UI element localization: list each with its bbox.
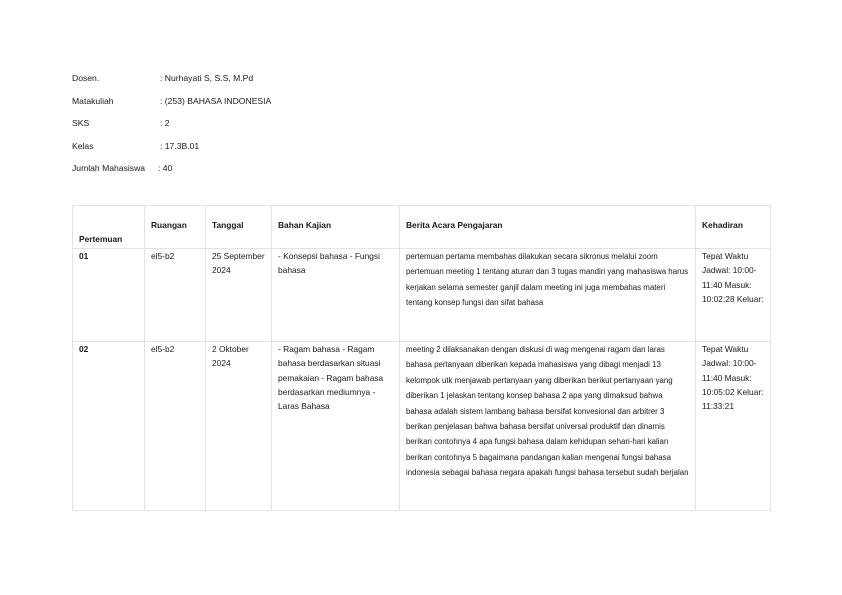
berita-acara-text: meeting 2 dilaksanakan dengan diskusi di wag mengenai ragam dan laras bahasa pertanyaan diberikan kepada mahasiswa yang dibagi menjadi 13 kelompok utk menjawab pertanyaan yang diberikan berikut pertanyaan yang diberikan 1 jelaskan tentang konsep bahasa 2 apa yang dimaksud bahwa bahasa adalah sistem lambang bahasa bersifat konvesional dan arbitrer 3 berikan penjelasan bahwa bahasa bersifat universal produktif dan dinamis berikan contohnya 4 apa fungsi bahasa dalam kehidupan sehari-hari kalian berikan contohnya 5 bagaimana pandangan kalian mengenai fungsi bahasa indonesia sebagai bahasa negara apakah fungsi bahasa tersebut sudah berjalan [406, 345, 689, 478]
header-kehadiran: Kehadiran [696, 206, 771, 249]
table-row [73, 249, 771, 342]
cell-ruangan: el5-b2 [145, 342, 206, 511]
info-label: Jumlah Mahasiswa [72, 163, 146, 174]
info-label: Matakuliah [72, 95, 114, 106]
cell-pertemuan: 01 [73, 249, 145, 342]
info-value: : Nurhayati S, S.S, M.Pd [160, 73, 254, 83]
info-value: : (253) BAHASA INDONESIA [160, 95, 272, 106]
header-pertemuan: Pertemuan [73, 206, 145, 249]
table-row [73, 342, 771, 511]
header-berita-acara: Berita Acara Pengajaran [400, 206, 696, 249]
info-label: SKS [72, 118, 90, 129]
info-value: : 17.3B.01 [160, 140, 200, 151]
berita-acara-text: pertemuan pertama membahas dilakukan secara sikronus melalui zoom pertemuan meeting 1 tentang aturan dan 3 tugas mandiri yang mahasiswa harus kerjakan selama semester ganjil dalam meeting ini juga membahas materi tentang konsep fungsi dan sifat bahasa [406, 252, 689, 308]
table-header-row [73, 206, 771, 249]
header-bahan-kajian: Bahan Kajian [272, 206, 400, 249]
teaching-report-table [72, 205, 771, 511]
cell-tanggal: 2 Oktober 2024 [206, 342, 272, 511]
cell-kehadiran: Tepat Waktu Jadwal: 10:00-11:40 Masuk: 10:05:02 Keluar: 11:33:21 [696, 342, 771, 511]
info-value: : 2 [160, 118, 170, 129]
header-ruangan: Ruangan [145, 206, 206, 249]
cell-pertemuan: 02 [73, 342, 145, 511]
info-label: Kelas [72, 140, 94, 151]
cell-ruangan: el5-b2 [145, 249, 206, 342]
cell-berita-acara [400, 342, 696, 511]
cell-bahan-kajian: - Ragam bahasa - Ragam bahasa berdasarkan situasi pemakaian - Ragam bahasa berdasarkan mediumnya - Laras Bahasa [272, 342, 400, 511]
cell-kehadiran: Tepat Waktu Jadwal: 10:00-11:40 Masuk: 10:02:28 Keluar: [696, 249, 771, 342]
info-value: : 40 [158, 163, 173, 174]
cell-bahan-kajian: - Konsepsi bahasa - Fungsi bahasa [272, 249, 400, 342]
info-label: Dosen. [72, 73, 100, 83]
cell-tanggal: 25 September 2024 [206, 249, 272, 342]
cell-berita-acara [400, 249, 696, 342]
header-tanggal: Tanggal [206, 206, 272, 249]
